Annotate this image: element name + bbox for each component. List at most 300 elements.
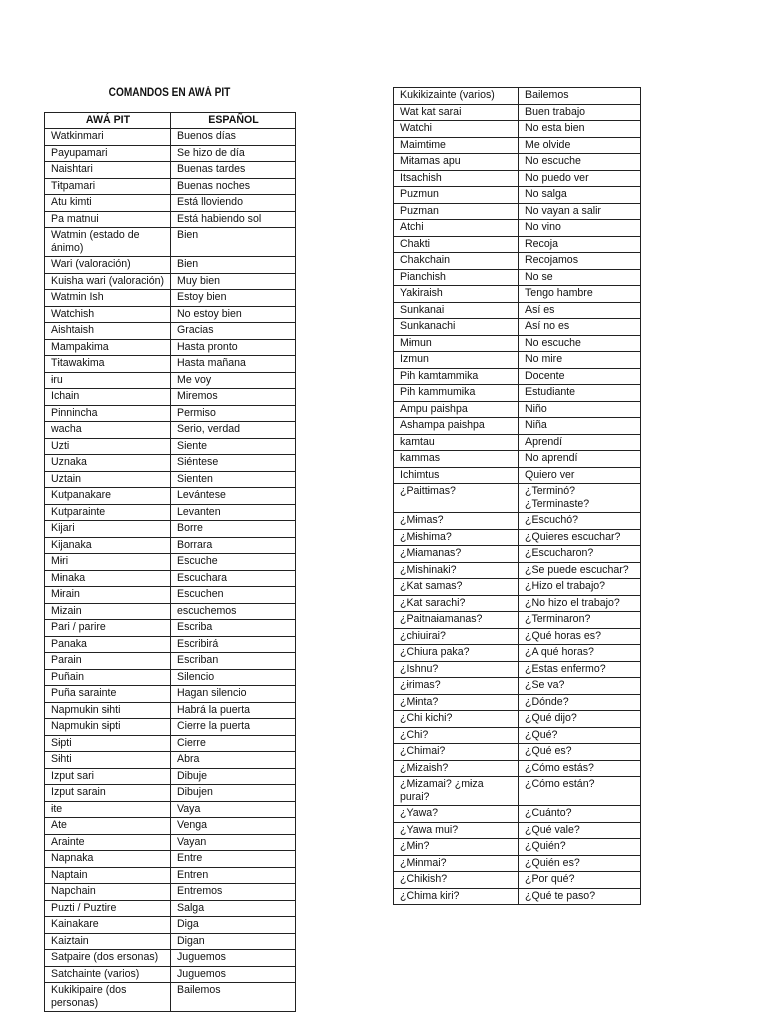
awa-pit-cell: Sɨpti — [45, 735, 171, 752]
table-row — [394, 269, 641, 286]
table-row — [45, 653, 296, 670]
espanol-cell: Salga — [171, 900, 296, 917]
awa-pit-cell: Sɨhti — [45, 752, 171, 769]
espanol-cell: Gracias — [171, 323, 296, 340]
table-row — [45, 537, 296, 554]
espanol-cell: No salga — [519, 187, 641, 204]
espanol-cell: Se hizo de día — [171, 145, 296, 162]
espanol-cell: No puedo ver — [519, 170, 641, 187]
table-row — [394, 777, 641, 806]
espanol-cell: Tengo hambre — [519, 286, 641, 303]
table-row — [45, 290, 296, 307]
awa-pit-cell: Pih kamtammika — [394, 368, 519, 385]
table-row — [394, 513, 641, 530]
espanol-cell: Recoja — [519, 236, 641, 253]
awa-pit-cell: Izput sarain — [45, 785, 171, 802]
table-row — [45, 178, 296, 195]
table-row — [45, 620, 296, 637]
espanol-cell: Hasta mañana — [171, 356, 296, 373]
espanol-cell: Quiero ver — [519, 467, 641, 484]
table-row — [45, 785, 296, 802]
table-row — [394, 628, 641, 645]
table-row — [394, 154, 641, 171]
espanol-cell: ¿Qué es? — [519, 744, 641, 761]
page-title: COMANDOS EN AWÁ PIT — [108, 87, 231, 99]
table-row — [45, 950, 296, 967]
table-row — [394, 253, 641, 270]
table-row — [45, 752, 296, 769]
table-row — [394, 529, 641, 546]
awa-pit-cell: Naptain — [45, 867, 171, 884]
awa-pit-cell: Napmukin sɨhti — [45, 702, 171, 719]
table-row — [45, 521, 296, 538]
table-row — [45, 719, 296, 736]
table-row — [394, 451, 641, 468]
espanol-cell: Docente — [519, 368, 641, 385]
awa-pit-cell: ¿Mɨn? — [394, 839, 519, 856]
table-row — [394, 727, 641, 744]
table-row — [394, 694, 641, 711]
awa-pit-cell: Pinnincha — [45, 405, 171, 422]
espanol-cell: No vayan a salir — [519, 203, 641, 220]
espanol-cell: Levanten — [171, 504, 296, 521]
espanol-cell: ¿Cómo están? — [519, 777, 641, 806]
header-espanol: ESPAÑOL — [171, 113, 296, 129]
awa-pit-cell: ¿Chi? — [394, 727, 519, 744]
espanol-cell: Hagan silencio — [171, 686, 296, 703]
espanol-cell: Bien — [171, 257, 296, 274]
table-row — [45, 570, 296, 587]
awa-pit-cell: ¿Ishnu? — [394, 661, 519, 678]
awa-pit-cell: Maimtɨme — [394, 137, 519, 154]
table-row — [394, 872, 641, 889]
espanol-cell: ¿Terminaron? — [519, 612, 641, 629]
espanol-cell: Estudiante — [519, 385, 641, 402]
awa-pit-cell: Kukikipaire (dos personas) — [45, 983, 171, 1012]
awa-pit-cell: ¿Chikish? — [394, 872, 519, 889]
espanol-cell: ¿Quién? — [519, 839, 641, 856]
espanol-cell: Entre — [171, 851, 296, 868]
table-row — [45, 686, 296, 703]
awa-pit-cell: Pih kammumika — [394, 385, 519, 402]
table-row — [45, 587, 296, 604]
awa-pit-cell: ¿Yawa mui? — [394, 822, 519, 839]
table-row — [394, 170, 641, 187]
awa-pit-cell: Napnaka — [45, 851, 171, 868]
awa-pit-cell: Yakiraish — [394, 286, 519, 303]
awa-pit-cell: Ate — [45, 818, 171, 835]
awa-pit-cell: ¿Chima kiri? — [394, 888, 519, 905]
table-row — [394, 645, 641, 662]
table-row — [45, 145, 296, 162]
espanol-cell: Cierre la puerta — [171, 719, 296, 736]
espanol-cell: Permiso — [171, 405, 296, 422]
awa-pit-cell: Mɨmun — [394, 335, 519, 352]
espanol-cell: ¿Qué horas es? — [519, 628, 641, 645]
table-row — [394, 711, 641, 728]
espanol-cell: ¿Qué dijo? — [519, 711, 641, 728]
table-row — [45, 422, 296, 439]
awa-pit-cell: Aishtaish — [45, 323, 171, 340]
awa-pit-cell: Puzti / Puztire — [45, 900, 171, 917]
awa-pit-cell: Tɨtawakima — [45, 356, 171, 373]
table-header-row — [45, 113, 296, 129]
table-row — [394, 562, 641, 579]
espanol-cell: No mire — [519, 352, 641, 369]
espanol-cell: ¿Qué vale? — [519, 822, 641, 839]
awa-pit-cell: ¿Mɨzaish? — [394, 760, 519, 777]
espanol-cell: Juguemos — [171, 966, 296, 983]
espanol-cell: Aprendí — [519, 434, 641, 451]
espanol-cell: Niño — [519, 401, 641, 418]
espanol-cell: Diga — [171, 917, 296, 934]
espanol-cell: Levántese — [171, 488, 296, 505]
table-row — [394, 760, 641, 777]
espanol-cell: Borrara — [171, 537, 296, 554]
table-row — [394, 888, 641, 905]
table-row — [45, 162, 296, 179]
awa-pit-cell: Mɨnaka — [45, 570, 171, 587]
espanol-cell: Habrá la puerta — [171, 702, 296, 719]
table-row — [394, 335, 641, 352]
awa-pit-cell: Uznaka — [45, 455, 171, 472]
awa-pit-cell: Uzti — [45, 438, 171, 455]
table-row — [394, 203, 641, 220]
table-row — [394, 434, 641, 451]
table-row — [45, 488, 296, 505]
awa-pit-cell: Watmin (estado de ánimo) — [45, 228, 171, 257]
espanol-cell: Me olvide — [519, 137, 641, 154]
awa-pit-cell: Puñain — [45, 669, 171, 686]
table-row — [45, 603, 296, 620]
espanol-cell: ¿Dónde? — [519, 694, 641, 711]
espanol-cell: ¿Escuchó? — [519, 513, 641, 530]
table-row — [45, 405, 296, 422]
espanol-cell: No esta bien — [519, 121, 641, 138]
table-row — [394, 319, 641, 336]
awa-pit-cell: ¿Paitnaɨamanas? — [394, 612, 519, 629]
espanol-cell: Silencio — [171, 669, 296, 686]
table-row — [45, 228, 296, 257]
table-row — [45, 323, 296, 340]
espanol-cell: Así no es — [519, 319, 641, 336]
table-row — [394, 678, 641, 695]
table-row — [394, 546, 641, 563]
awa-pit-cell: Mɨzain — [45, 603, 171, 620]
espanol-cell: Digan — [171, 933, 296, 950]
awa-pit-cell: Satchainte (varios) — [45, 966, 171, 983]
espanol-cell: Miremos — [171, 389, 296, 406]
table-row — [394, 302, 641, 319]
table-row — [394, 595, 641, 612]
espanol-cell: Buen trabajo — [519, 104, 641, 121]
awa-pit-cell: ¿ɨrimas? — [394, 678, 519, 695]
table-row — [394, 418, 641, 435]
awa-pit-cell: ¿Mɨnta? — [394, 694, 519, 711]
awa-pit-cell: Pa matnui — [45, 211, 171, 228]
espanol-cell: ¿Qué? — [519, 727, 641, 744]
awa-pit-cell: Itsachish — [394, 170, 519, 187]
espanol-cell: Estoy bien — [171, 290, 296, 307]
awa-pit-cell: ¿Mɨamanas? — [394, 546, 519, 563]
awa-pit-cell: Kutpanakare — [45, 488, 171, 505]
awa-pit-cell: Atchi — [394, 220, 519, 237]
espanol-cell: No aprendí — [519, 451, 641, 468]
table-row — [45, 669, 296, 686]
awa-pit-cell: Mampakima — [45, 339, 171, 356]
awa-pit-cell: Ampu paishpa — [394, 401, 519, 418]
awa-pit-cell: ¿Mɨnmai? — [394, 855, 519, 872]
espanol-cell: Está habiendo sol — [171, 211, 296, 228]
espanol-cell: Vaya — [171, 801, 296, 818]
awa-pit-cell: Puña sarainte — [45, 686, 171, 703]
awa-pit-cell: Chakti — [394, 236, 519, 253]
table-row — [45, 455, 296, 472]
espanol-cell: Escriban — [171, 653, 296, 670]
espanol-cell: ¿Hizo el trabajo? — [519, 579, 641, 596]
table-row — [394, 744, 641, 761]
espanol-cell: Está lloviendo — [171, 195, 296, 212]
awa-pit-cell: ¿Chiura paka? — [394, 645, 519, 662]
table-row — [45, 818, 296, 835]
espanol-cell: Muy bien — [171, 273, 296, 290]
awa-pit-cell: Izmun — [394, 352, 519, 369]
espanol-cell: ¿Estas enfermo? — [519, 661, 641, 678]
espanol-cell: No escuche — [519, 154, 641, 171]
espanol-cell: ¿Se va? — [519, 678, 641, 695]
right-vocabulary-table — [393, 87, 641, 905]
awa-pit-cell: kammas — [394, 451, 519, 468]
awa-pit-cell: ¿Yawa? — [394, 806, 519, 823]
espanol-cell: ¿Qué te paso? — [519, 888, 641, 905]
table-row — [394, 612, 641, 629]
table-row — [45, 372, 296, 389]
espanol-cell: ¿No hizo el trabajo? — [519, 595, 641, 612]
espanol-cell: Escuchara — [171, 570, 296, 587]
table-row — [45, 636, 296, 653]
espanol-cell: Bien — [171, 228, 296, 257]
awa-pit-cell: ¿Kat samas? — [394, 579, 519, 596]
espanol-cell: ¿Cuánto? — [519, 806, 641, 823]
espanol-cell: No se — [519, 269, 641, 286]
table-row — [45, 389, 296, 406]
espanol-cell: Recojamos — [519, 253, 641, 270]
awa-pit-cell: ¿Mishinaki? — [394, 562, 519, 579]
table-row — [45, 917, 296, 934]
table-row — [394, 368, 641, 385]
awa-pit-cell: Tɨtpamari — [45, 178, 171, 195]
awa-pit-cell: Wat kat sarai — [394, 104, 519, 121]
espanol-cell: Dibujen — [171, 785, 296, 802]
awa-pit-cell: ¿chiuirai? — [394, 628, 519, 645]
espanol-cell: Escribirá — [171, 636, 296, 653]
awa-pit-cell: kamtau — [394, 434, 519, 451]
table-row — [394, 220, 641, 237]
espanol-cell: ¿Por qué? — [519, 872, 641, 889]
espanol-cell: Venga — [171, 818, 296, 835]
awa-pit-cell: ¿Chimai? — [394, 744, 519, 761]
awa-pit-cell: Izput sari — [45, 768, 171, 785]
awa-pit-cell: Arainte — [45, 834, 171, 851]
espanol-cell: No vino — [519, 220, 641, 237]
awa-pit-cell: Panaka — [45, 636, 171, 653]
espanol-cell: ¿Quieres escuchar? — [519, 529, 641, 546]
espanol-cell: ¿Se puede escuchar? — [519, 562, 641, 579]
awa-pit-cell: ɨru — [45, 372, 171, 389]
table-row — [45, 966, 296, 983]
awa-pit-cell: Naishtari — [45, 162, 171, 179]
awa-pit-cell: Kijanaka — [45, 537, 171, 554]
table-row — [394, 104, 641, 121]
table-row — [45, 983, 296, 1012]
espanol-cell: ¿Terminó? ¿Terminaste? — [519, 484, 641, 513]
espanol-cell: Entremos — [171, 884, 296, 901]
espanol-cell: Dibuje — [171, 768, 296, 785]
espanol-cell: ¿A qué horas? — [519, 645, 641, 662]
table-row — [45, 768, 296, 785]
table-row — [45, 933, 296, 950]
espanol-cell: Buenas noches — [171, 178, 296, 195]
espanol-cell: Escuche — [171, 554, 296, 571]
table-row — [45, 211, 296, 228]
espanol-cell: No estoy bien — [171, 306, 296, 323]
espanol-cell: Escriba — [171, 620, 296, 637]
table-row — [394, 484, 641, 513]
table-row — [45, 801, 296, 818]
espanol-cell: Buenos días — [171, 129, 296, 146]
table-row — [45, 884, 296, 901]
table-row — [45, 356, 296, 373]
table-row — [45, 129, 296, 146]
table-row — [394, 467, 641, 484]
awa-pit-cell: Puzmun — [394, 187, 519, 204]
table-row — [394, 286, 641, 303]
espanol-cell: Vayan — [171, 834, 296, 851]
awa-pit-cell: Napchain — [45, 884, 171, 901]
espanol-cell: Entren — [171, 867, 296, 884]
awa-pit-cell: Ichain — [45, 389, 171, 406]
table-row — [394, 352, 641, 369]
awa-pit-cell: Watchish — [45, 306, 171, 323]
table-row — [45, 306, 296, 323]
awa-pit-cell: Chakchain — [394, 253, 519, 270]
espanol-cell: Sienten — [171, 471, 296, 488]
awa-pit-cell: Puzman — [394, 203, 519, 220]
espanol-cell: Abra — [171, 752, 296, 769]
espanol-cell: Borre — [171, 521, 296, 538]
awa-pit-cell: Atu kimti — [45, 195, 171, 212]
awa-pit-cell: Watmin Ish — [45, 290, 171, 307]
table-row — [45, 257, 296, 274]
awa-pit-cell: ¿Kat sarachi? — [394, 595, 519, 612]
espanol-cell: ¿Quién es? — [519, 855, 641, 872]
left-vocabulary-table — [44, 112, 296, 1012]
table-row — [45, 339, 296, 356]
espanol-cell: ¿Cómo estás? — [519, 760, 641, 777]
espanol-cell: Así es — [519, 302, 641, 319]
table-row — [394, 88, 641, 105]
awa-pit-cell: Mɨtamas apu — [394, 154, 519, 171]
awa-pit-cell: Kutparainte — [45, 504, 171, 521]
table-row — [394, 839, 641, 856]
espanol-cell: Cierre — [171, 735, 296, 752]
espanol-cell: escuchemos — [171, 603, 296, 620]
espanol-cell: Me voy — [171, 372, 296, 389]
table-row — [45, 900, 296, 917]
header-awa-pit: AWÁ PIT — [45, 113, 171, 129]
espanol-cell: Hasta pronto — [171, 339, 296, 356]
awa-pit-cell: Kaiztain — [45, 933, 171, 950]
awa-pit-cell: Napmukin sɨpti — [45, 719, 171, 736]
table-row — [394, 187, 641, 204]
espanol-cell: Juguemos — [171, 950, 296, 967]
awa-pit-cell: Watchi — [394, 121, 519, 138]
awa-pit-cell: ¿Chi kichi? — [394, 711, 519, 728]
espanol-cell: Bailemos — [171, 983, 296, 1012]
awa-pit-cell: Parain — [45, 653, 171, 670]
awa-pit-cell: ɨte — [45, 801, 171, 818]
awa-pit-cell: Ashampa paishpa — [394, 418, 519, 435]
table-row — [45, 195, 296, 212]
awa-pit-cell: Uztain — [45, 471, 171, 488]
table-row — [45, 471, 296, 488]
espanol-cell: Escuchen — [171, 587, 296, 604]
table-row — [45, 851, 296, 868]
table-row — [45, 735, 296, 752]
awa-pit-cell: ¿Paittɨmas? — [394, 484, 519, 513]
espanol-cell: Bailemos — [519, 88, 641, 105]
espanol-cell: No escuche — [519, 335, 641, 352]
awa-pit-cell: Kukikizainte (varios) — [394, 88, 519, 105]
awa-pit-cell: Kainakare — [45, 917, 171, 934]
awa-pit-cell: Payupamari — [45, 145, 171, 162]
table-row — [45, 834, 296, 851]
awa-pit-cell: Satpaire (dos ersonas) — [45, 950, 171, 967]
espanol-cell: Siéntese — [171, 455, 296, 472]
table-row — [394, 661, 641, 678]
awa-pit-cell: wacha — [45, 422, 171, 439]
awa-pit-cell: Mɨrain — [45, 587, 171, 604]
awa-pit-cell: Sunkanai — [394, 302, 519, 319]
table-row — [45, 554, 296, 571]
espanol-cell: Siente — [171, 438, 296, 455]
espanol-cell: Buenas tardes — [171, 162, 296, 179]
awa-pit-cell: Ichimtus — [394, 467, 519, 484]
table-row — [394, 579, 641, 596]
awa-pit-cell: Kuisha wari (valoración) — [45, 273, 171, 290]
table-row — [45, 273, 296, 290]
table-row — [45, 504, 296, 521]
espanol-cell: Serio, verdad — [171, 422, 296, 439]
awa-pit-cell: ¿Mɨzamai? ¿mɨza purai? — [394, 777, 519, 806]
awa-pit-cell: ¿Mɨmas? — [394, 513, 519, 530]
table-row — [45, 702, 296, 719]
table-row — [394, 385, 641, 402]
table-row — [394, 401, 641, 418]
awa-pit-cell: Mɨri — [45, 554, 171, 571]
table-row — [45, 438, 296, 455]
table-row — [394, 137, 641, 154]
awa-pit-cell: Wari (valoración) — [45, 257, 171, 274]
espanol-cell: ¿Escucharon? — [519, 546, 641, 563]
table-row — [394, 822, 641, 839]
table-row — [394, 806, 641, 823]
table-row — [394, 236, 641, 253]
awa-pit-cell: ¿Mɨshima? — [394, 529, 519, 546]
awa-pit-cell: Pari / parire — [45, 620, 171, 637]
table-row — [394, 121, 641, 138]
awa-pit-cell: Watkinmari — [45, 129, 171, 146]
